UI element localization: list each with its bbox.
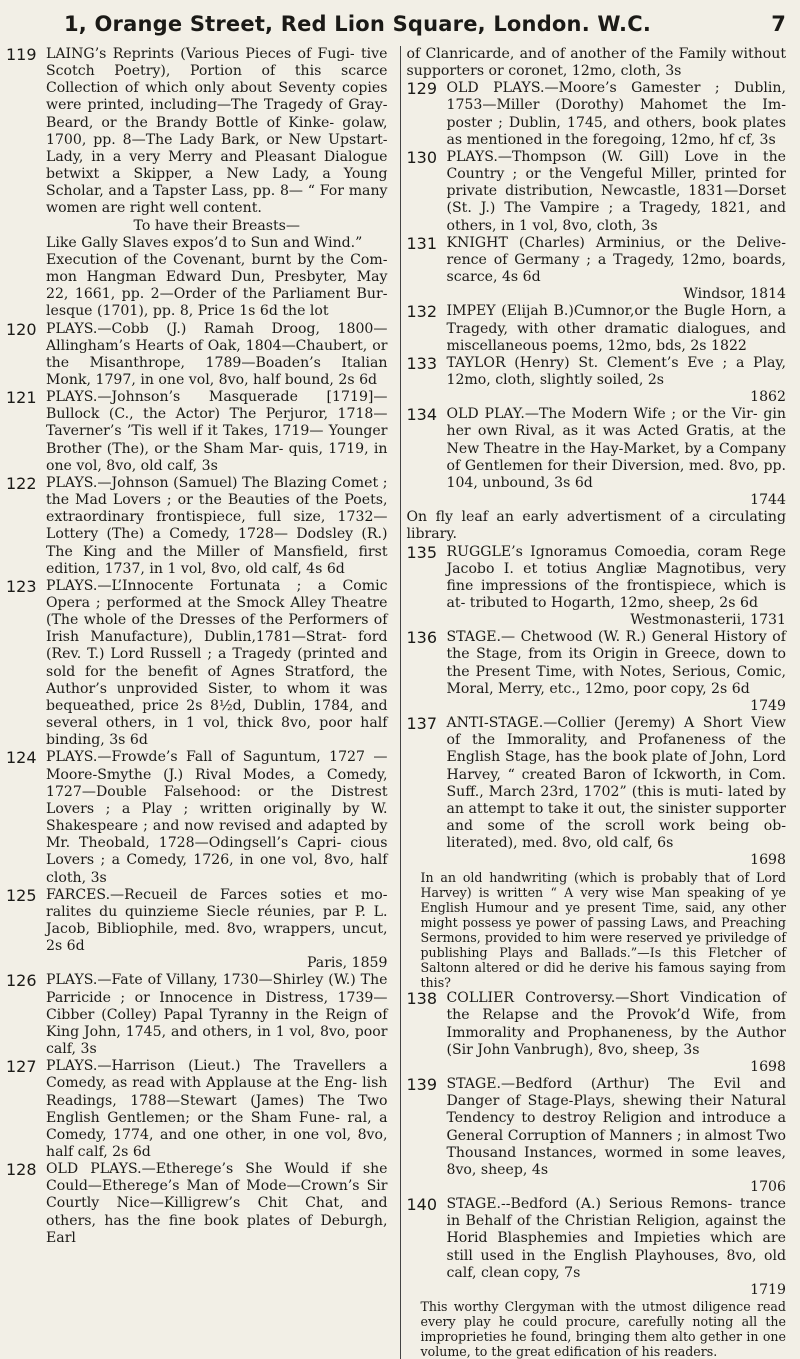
final-note: This worthy Clergyman with the utmost diligence read every play he could procure, carefully noting all the improprieties he found, bringing them alto gether in one volume, to the great edification of his readers. <box>420 1299 786 1359</box>
entry-imprint: 1698 <box>750 852 786 869</box>
entry-text: STAGE.— Chetwood (W. R.) General History of the Stage, from its Origin in Greece, down to the Present Time, with Notes, Serious, Comic, Moral, Merry, etc., 12mo, poor copy, 2s 6d <box>446 629 786 697</box>
entry-text: Execution of the Covenant, burnt by the Com- mon Hangman Edward Dun, Presbyter, May 22, 1661, pp. 2—Order of the Parliament Bur- lesque (1701), pp. 8, Price 1s 6d the lot <box>46 251 388 320</box>
entry-imprint: 1719 <box>750 1281 786 1298</box>
entry-text: PLAYS.—L’Innocente Fortunata ; a Comic Opera ; performed at the Smock Alley Theatre (The whole of the Dresses of the Performers of Irish Manufacture), Dublin,1781—Strat- ford (Rev. T.) Lord Russell ; a Tragedy (printed and sold for the benefit of Agnes Stratford, the Author’s unprovided Sister, to whom it was bequeathed, price 2s 8½d, Dublin, 1784, and several others, in 1 vol, thick 8vo, poor half binding, 3s 6d <box>46 577 388 749</box>
entry-number: 138 <box>406 989 438 1009</box>
entry-number: 123 <box>6 576 37 596</box>
catalogue-entry <box>407 629 787 715</box>
entry-number: 131 <box>406 233 438 253</box>
entry-number: 119 <box>6 45 37 64</box>
catalogue-entry <box>6 389 388 475</box>
entry-number: 136 <box>406 628 438 648</box>
entry-imprint: Windsor, 1814 <box>683 286 786 303</box>
entry-number: 122 <box>6 473 37 493</box>
entry-imprint: 1862 <box>750 389 786 406</box>
entry-text: PLAYS.—Johnson’s Masquerade [1719]— Bullock (C., the Actor) The Perjuror, 1718— Taverner’s ’Tis well if it Takes, 1719— Younger Brother (The), or the Sham Mar- quis, 1719, in one vol, 8vo, old calf, 3s <box>46 389 388 474</box>
entry-number: 129 <box>406 79 438 99</box>
entry-text: TAYLOR (Henry) St. Clement’s Eve ; a Play, 12mo, cloth, slightly soiled, 2s <box>446 354 786 388</box>
entry-text: PLAYS.—Harrison (Lieut.) The Travellers a Comedy, as read with Applause at the Eng- lish Readings, 1788—Stewart (James) The Two English Gentlemen; or the Sham Fune- ral, a Comedy, 1774, and one other, in one vol, 8vo, half calf, 2s 6d <box>46 1058 388 1160</box>
entry-number: 132 <box>406 302 438 322</box>
entry-text: PLAYS.—Fate of Villany, 1730—Shirley (W.) The Parricide ; or Innocence in Distress, 1739—Cibber (Colley) Papal Tyranny in the Reign of King John, 1745, and others, in 1 vol, 8vo, poor calf, 3s <box>46 972 388 1058</box>
entry-imprint: Westmonasterii, 1731 <box>630 612 786 629</box>
catalogue-entry <box>6 1161 388 1247</box>
catalogue-entry <box>407 303 787 354</box>
entry-number: 125 <box>6 885 37 905</box>
entry-continuation: of Clanricarde, and of another of the Family without supporters or coronet, 12mo, cloth, 3s <box>406 46 786 80</box>
entry-number: 128 <box>6 1160 37 1180</box>
entry-number: 135 <box>406 542 438 562</box>
catalogue-entry <box>407 80 787 149</box>
entry-number: 140 <box>406 1195 438 1215</box>
page-number: 7 <box>771 12 786 36</box>
catalogue-entry <box>407 355 787 406</box>
entry-imprint: 1698 <box>750 1058 786 1075</box>
entry-number: 137 <box>406 714 438 734</box>
entry-text: FARCES.—Recueil de Farces soties et mo- ralites du quinzieme Siecle réunies, par P. L. Jacob, Bibliophile, med. 8vo, wrappers, uncut, 2s 6d <box>46 886 388 955</box>
entry-text: OLD PLAYS.—Etherege’s She Would if she Could—Etherege’s Man of Mode—Crown’s Sir Courtly Nice—Killigrew’s Chit Chat, and others, has the fine book plates of Deburgh, Earl <box>46 1161 388 1246</box>
catalogue-entry <box>407 1076 787 1196</box>
entry-imprint: 1744 <box>750 492 786 509</box>
entry-number: 130 <box>406 147 438 167</box>
catalogue-entry <box>6 475 388 578</box>
entry-number: 133 <box>406 353 438 373</box>
entry-text: PLAYS.—Thompson (W. Gill) Love in the Country ; or the Vengeful Miller, printed for private distribution, Newcastle, 1831—Dorset (St. J.) The Vampire ; a Tragedy, 1821, and others, in 1 vol, 8vo, cloth, 3s <box>446 148 786 234</box>
entry-number: 134 <box>406 405 438 425</box>
fly-leaf-note: On fly leaf an early advertisment of a circulating library. <box>406 509 786 543</box>
entry-text: PLAYS.—Cobb (J.) Ramah Droog, 1800— Allingham’s Hearts of Oak, 1804—Chaubert, or the Misanthrope, 1789—Boaden’s Italian Monk, 1797, in one vol, 8vo, half bound, 2s 6d <box>46 320 388 388</box>
catalogue-entry <box>6 887 388 973</box>
catalogue-entry <box>6 578 388 750</box>
entry-number: 127 <box>6 1057 37 1077</box>
entry-number: 126 <box>6 971 37 991</box>
catalogue-entry <box>6 321 388 390</box>
entry-text: COLLIER Controversy.—Short Vindication of the Relapse and the Provok’d Wife, from Immorality and Prophaneness, by the Author (Sir John Vanbrugh), 8vo, sheep, 3s <box>446 990 786 1058</box>
entry-text: PLAYS.—Frowde’s Fall of Saguntum, 1727 —Moore-Smythe (J.) Rival Modes, a Comedy, 1727—Double Falsehood: or the Distrest Lovers ; a Play ; written originally by W. Shakespeare ; and now revised and adapted by Mr. Theobald, 1728—Odingsell’s Capri- cious Lovers ; a Comedy, 1726, in one vol, 8vo, half cloth, 3s <box>46 749 388 886</box>
entry-text: LAING’s Reprints (Various Pieces of Fugi- tive Scotch Poetry), Portion of this scarce Collection of which only about Seventy copies were printed, including—The Tragedy of Gray-Beard, or the Brandy Bottle of Kinke- golaw, 1700, pp. 8—The Lady Bark, or New Upstart-Lady, in a very Merry and Pleasant Dialogue betwixt a Skipper, a New Lady, a Young Scholar, and a Tapster Lass, pp. 8— “ For many women are right well content. <box>46 46 388 217</box>
entry-verse-line: Like Gally Slaves expos’d to Sun and Wind.” <box>46 234 363 251</box>
publisher-address: 1, Orange Street, Red Lion Square, London. W.C. <box>64 12 652 36</box>
catalogue-entry <box>407 149 787 235</box>
entry-text: RUGGLE’s Ignoramus Comoedia, coram Rege Jacobo I. et totius Angliæ Magnotibus, very fine impressions of the frontispiece, which is at- tributed to Hogarth, 12mo, sheep, 2s 6d <box>446 543 786 611</box>
entry-verse-line: To have their Breasts— <box>133 217 300 234</box>
entry-text: PLAYS.—Johnson (Samuel) The Blazing Comet ; the Mad Lovers ; or the Beauties of the Poets, extraordinary frontispiece, full size, 1732—Lottery (The) a Comedy, 1728— Dodsley (R.) The King and the Miller of Mansfield, first edition, 1737, in 1 vol, 8vo, old calf, 4s 6d <box>46 474 388 577</box>
catalogue-entry <box>6 972 388 1058</box>
entry-text: STAGE.--Bedford (A.) Serious Remons- trance in Behalf of the Christian Religion, against the Horid Blasphemies and Impieties which are still used in the English Playhouses, 8vo, old calf, clean copy, 7s <box>446 1196 786 1281</box>
entry-text: OLD PLAY.—The Modern Wife ; or the Vir- gin her own Rival, as it was Acted Gratis, at the New Theatre in the Hay-Market, by a Company of Gentlemen for their Diversion, med. 8vo, pp. 104, unbound, 3s 6d <box>446 406 786 491</box>
right-column <box>400 46 787 1359</box>
page-header <box>6 4 786 44</box>
catalogue-entry <box>407 715 787 869</box>
entry-imprint: 1749 <box>750 697 786 714</box>
catalogue-entry <box>6 46 388 321</box>
catalogue-entry <box>407 990 787 1076</box>
catalogue-entry <box>407 406 787 509</box>
catalogue-entry <box>407 1196 787 1299</box>
entry-number: 121 <box>6 388 37 408</box>
entry-text: ANTI-STAGE.—Collier (Jeremy) A Short View of the Immorality, and Profaneness of the English Stage, has the book plate of John, Lord Harvey, “ created Baron of Ickworth, in Com. Suff., March 23rd, 1702” (this is muti- lated by an attempt to take it out, the sinister supporter and some of the scroll work being ob- literated), med. 8vo, old calf, 6s <box>446 715 786 852</box>
entry-text: STAGE.—Bedford (Arthur) The Evil and Danger of Stage-Plays, shewing their Natural Tendency to destroy Religion and introduce a General Corruption of Manners ; in almost Two Thousand Instances, wormed in some leaves, 8vo, sheep, 4s <box>446 1076 786 1178</box>
catalogue-entry <box>407 235 787 304</box>
entry-text: KNIGHT (Charles) Arminius, or the Delive- rence of Germany ; a Tragedy, 12mo, boards, scarce, 4s 6d <box>446 234 786 286</box>
entry-imprint: Paris, 1859 <box>306 955 388 972</box>
entry-number: 124 <box>6 748 37 768</box>
catalogue-entry <box>6 749 388 886</box>
catalogue-entry <box>6 1058 388 1161</box>
entry-imprint: 1706 <box>750 1178 786 1195</box>
entry-number: 120 <box>6 319 37 339</box>
left-column <box>6 46 388 1359</box>
entry-number: 139 <box>406 1075 438 1095</box>
catalogue-entry <box>407 544 787 630</box>
entry-text: OLD PLAYS.—Moore’s Gamester ; Dublin, 1753—Miller (Dorothy) Mahomet the Im- poster ; Dublin, 1745, and others, book plates as mentioned in the foregoing, 12mo, hf cf, 3s <box>446 80 786 148</box>
handwriting-note: In an old handwriting (which is probably that of Lord Harvey) is written “ A very wise Man speaking of ye English Humour and ye present Time, said, any other might possess ye power of passing Laws, and Preaching Sermons, provided to him were reserved ye priviledge of publishing Plays and Ballads.”—Is this Fletcher of Saltonn altered or did he derive his famous saying from this? <box>420 869 786 991</box>
entry-text: IMPEY (Elijah B.)Cumnor,or the Bugle Horn, a Tragedy, with other dramatic dialogues, and miscellaneous poems, 12mo, bds, 2s 1822 <box>446 303 786 354</box>
